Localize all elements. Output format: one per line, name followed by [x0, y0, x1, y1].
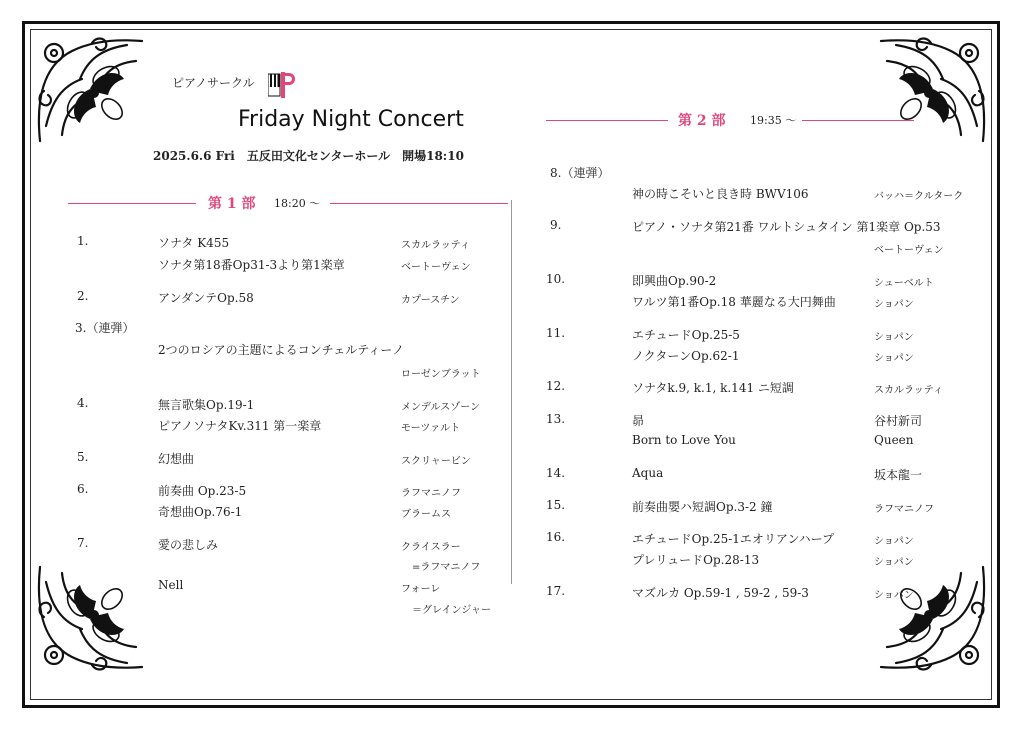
composer: ブラームス	[401, 509, 451, 520]
item-number: 3.（連弾）	[75, 321, 135, 335]
composer: メンデルスゾーン	[401, 402, 480, 413]
item-number: 16.	[546, 530, 566, 544]
part1-time: 18:20 ～	[274, 197, 321, 210]
piece-title: 愛の悲しみ	[158, 538, 219, 552]
item-number: 4.	[77, 396, 89, 410]
piece-title: プレリュードOp.28-13	[632, 553, 760, 567]
composer: カプースチン	[401, 295, 460, 306]
part2-name: 第 2 部	[678, 113, 726, 129]
item-number: 14.	[546, 466, 566, 480]
composer: ショパン	[874, 536, 914, 547]
piece-title: ソナタk.9, k.1, k.141 ニ短調	[632, 381, 794, 395]
part2-time: 19:35 ～	[750, 114, 797, 127]
composer: 谷村新司	[874, 414, 923, 428]
composer: ショパン	[874, 590, 914, 601]
item-number: 7.	[77, 536, 89, 550]
piece-title: 前奏曲 Op.23-5	[158, 484, 247, 498]
composer: ショパン	[874, 299, 914, 310]
floral-ornament-icon	[32, 31, 147, 146]
item-number: 9.	[550, 218, 562, 232]
piece-title: 無言歌集Op.19-1	[158, 398, 255, 412]
item-number: 5.	[77, 450, 89, 464]
part2-heading	[546, 110, 916, 130]
composer: スカルラッティ	[874, 385, 943, 396]
item-number: 8.（連弾）	[550, 166, 610, 180]
composer: ラフマニノフ	[874, 504, 934, 515]
piece-title: 神の時こそいと良き時 BWV106	[632, 187, 809, 201]
item-number: 6.	[77, 482, 89, 496]
composer: クライスラー	[401, 542, 461, 553]
piece-title: 即興曲Op.90-2	[632, 274, 717, 288]
piece-title: ワルツ第1番Op.18 華麗なる大円舞曲	[632, 295, 836, 309]
part1-name: 第 1 部	[208, 196, 256, 212]
item-number: 11.	[546, 326, 566, 340]
concert-title: Friday Night Concert	[238, 107, 464, 132]
piano-logo-icon	[268, 72, 296, 98]
event-info: 2025.6.6 Fri 五反田文化センターホール 開場18:10	[153, 149, 464, 163]
composer: スカルラッティ	[401, 240, 470, 251]
piece-title: 昴	[632, 414, 645, 428]
item-number: 10.	[546, 272, 566, 286]
piece-title: Born to Love You	[632, 433, 736, 447]
piece-title: 2つのロシアの主題によるコンチェルティーノ	[158, 343, 405, 357]
item-number: 15.	[546, 498, 566, 512]
composer: ショパン	[874, 557, 914, 568]
item-number: 2.	[77, 289, 89, 303]
piece-title: Nell	[158, 578, 184, 592]
piece-title: エチュードOp.25-1エオリアンハープ	[632, 532, 835, 546]
composer: Queen	[874, 433, 914, 447]
piece-title: 前奏曲嬰ハ短調Op.3-2 鐘	[632, 500, 773, 514]
piece-title: ピアノソナタKv.311 第一楽章	[158, 419, 322, 433]
piece-title: マズルカ Op.59-1 , 59-2 , 59-3	[632, 586, 809, 600]
piece-title: アンダンテOp.58	[158, 291, 254, 305]
composer: ＝グレインジャー	[412, 605, 492, 616]
part1-heading	[68, 193, 508, 213]
piece-title: ピアノ・ソナタ第21番 ワルトシュタイン 第1楽章 Op.53	[632, 220, 941, 234]
composer: =ラフマニノフ	[412, 562, 481, 573]
composer: バッハ＝クルターク	[874, 191, 964, 202]
piece-title: ソナタ第18番Op31-3より第1楽章	[158, 258, 345, 272]
composer: ショパン	[874, 353, 914, 364]
floral-ornament-icon	[32, 562, 147, 677]
item-number: 13.	[546, 412, 566, 426]
composer: ショパン	[874, 332, 914, 343]
piece-title: ノクターンOp.62-1	[632, 349, 740, 363]
piece-title: 奇想曲Op.76-1	[158, 505, 243, 519]
item-number: 17.	[546, 584, 566, 598]
composer: ベートーヴェン	[874, 245, 944, 256]
piece-title: 幻想曲	[158, 452, 195, 466]
floral-ornament-icon	[876, 562, 991, 677]
piece-title: Aqua	[632, 466, 664, 480]
composer: ローゼンブラット	[401, 369, 481, 380]
column-divider	[511, 200, 512, 584]
composer: スクリャービン	[401, 456, 471, 467]
item-number: 12.	[546, 379, 566, 393]
item-number: 1.	[77, 234, 89, 248]
composer: シューベルト	[874, 278, 934, 289]
composer: フォーレ	[401, 584, 441, 595]
piece-title: ソナタ K455	[158, 236, 230, 250]
composer: モーツァルト	[401, 423, 461, 434]
circle-name: ピアノサークル	[172, 76, 255, 90]
composer: 坂本龍一	[874, 468, 923, 482]
composer: ベートーヴェン	[401, 262, 471, 273]
piece-title: エチュードOp.25-5	[632, 328, 740, 342]
composer: ラフマニノフ	[401, 488, 461, 499]
